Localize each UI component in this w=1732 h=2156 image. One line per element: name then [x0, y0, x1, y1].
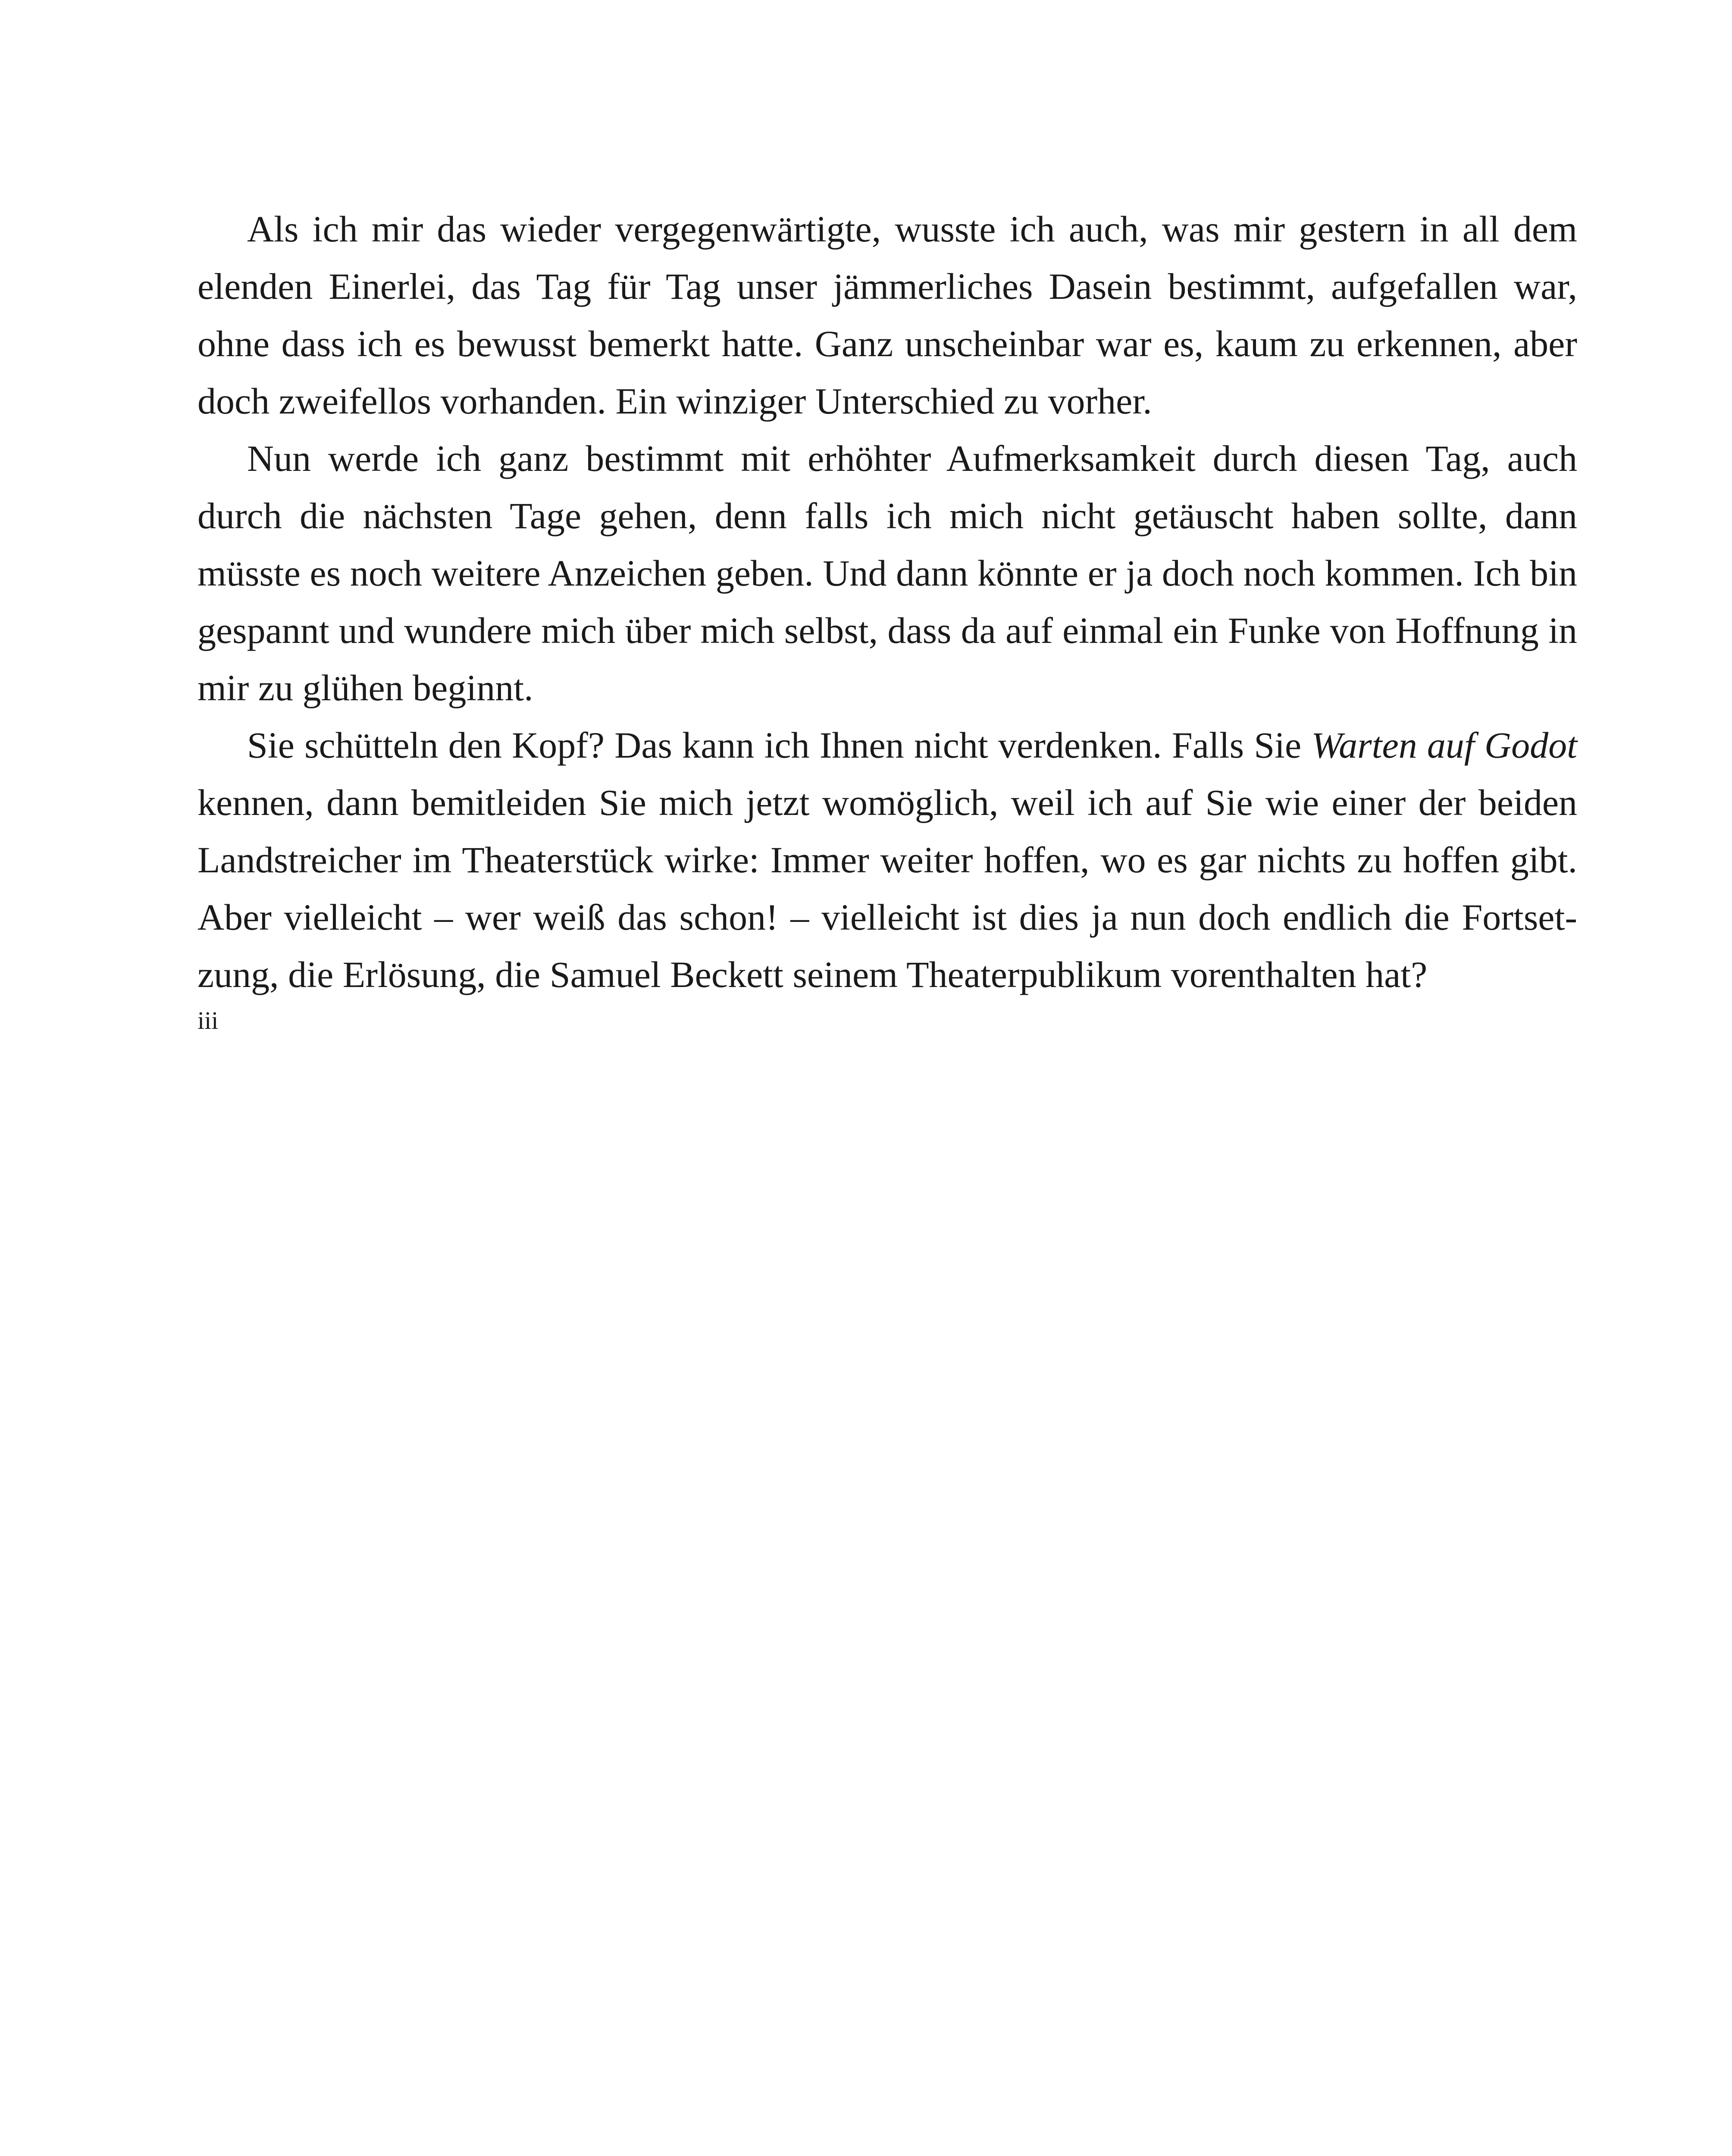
paragraph-3 — [197, 717, 1577, 1003]
book-title: Warten auf Godot — [1311, 724, 1577, 766]
paragraph-3-text-after: kennen, dann bemitleiden Sie mich jetzt womöglich, weil ich auf Sie wie einer der beiden Landstreicher im Theaterstück wirke: Immer weiter hoffen, wo es gar nichts zu hoffen gibt. Aber vielleicht – wer weiß das schon! – vielleicht ist dies ja nun doch endlich die Fortsetzung, die Erlösung, die Samuel Beckett seinem Theaterpublikum vorenthalten hat? — [197, 782, 1577, 995]
paragraph-3-text-before: Sie schütteln den Kopf? Das kann ich Ihnen nicht verdenken. Falls Sie — [247, 724, 1312, 766]
body-text — [197, 201, 1577, 1038]
paragraph-1: Als ich mir das wieder vergegenwärtigte, wusste ich auch, was mir gestern in all dem elenden Einerlei, das Tag für Tag unser jämmerliches Dasein bestimmt, aufgefallen war, ohne dass ich es bewusst bemerkt hatte. Ganz unscheinbar war es, kaum zu erkennen, aber doch zweifellos vorhanden. Ein winziger Unterschied zu vorher. — [197, 208, 1577, 422]
paragraph-2: Nun werde ich ganz bestimmt mit erhöhter Aufmerksamkeit durch diesen Tag, auch durch die nächsten Tage gehen, denn falls ich mich nicht getäuscht haben sollte, dann müsste es noch weitere Anzeichen geben. Und dann könnte er ja doch noch kommen. Ich bin gespannt und wundere mich über mich selbst, dass da auf einmal ein Funke von Hoffnung in mir zu glühen beginnt. — [197, 438, 1577, 708]
endnote-marker[interactable]: iii — [197, 1006, 219, 1034]
